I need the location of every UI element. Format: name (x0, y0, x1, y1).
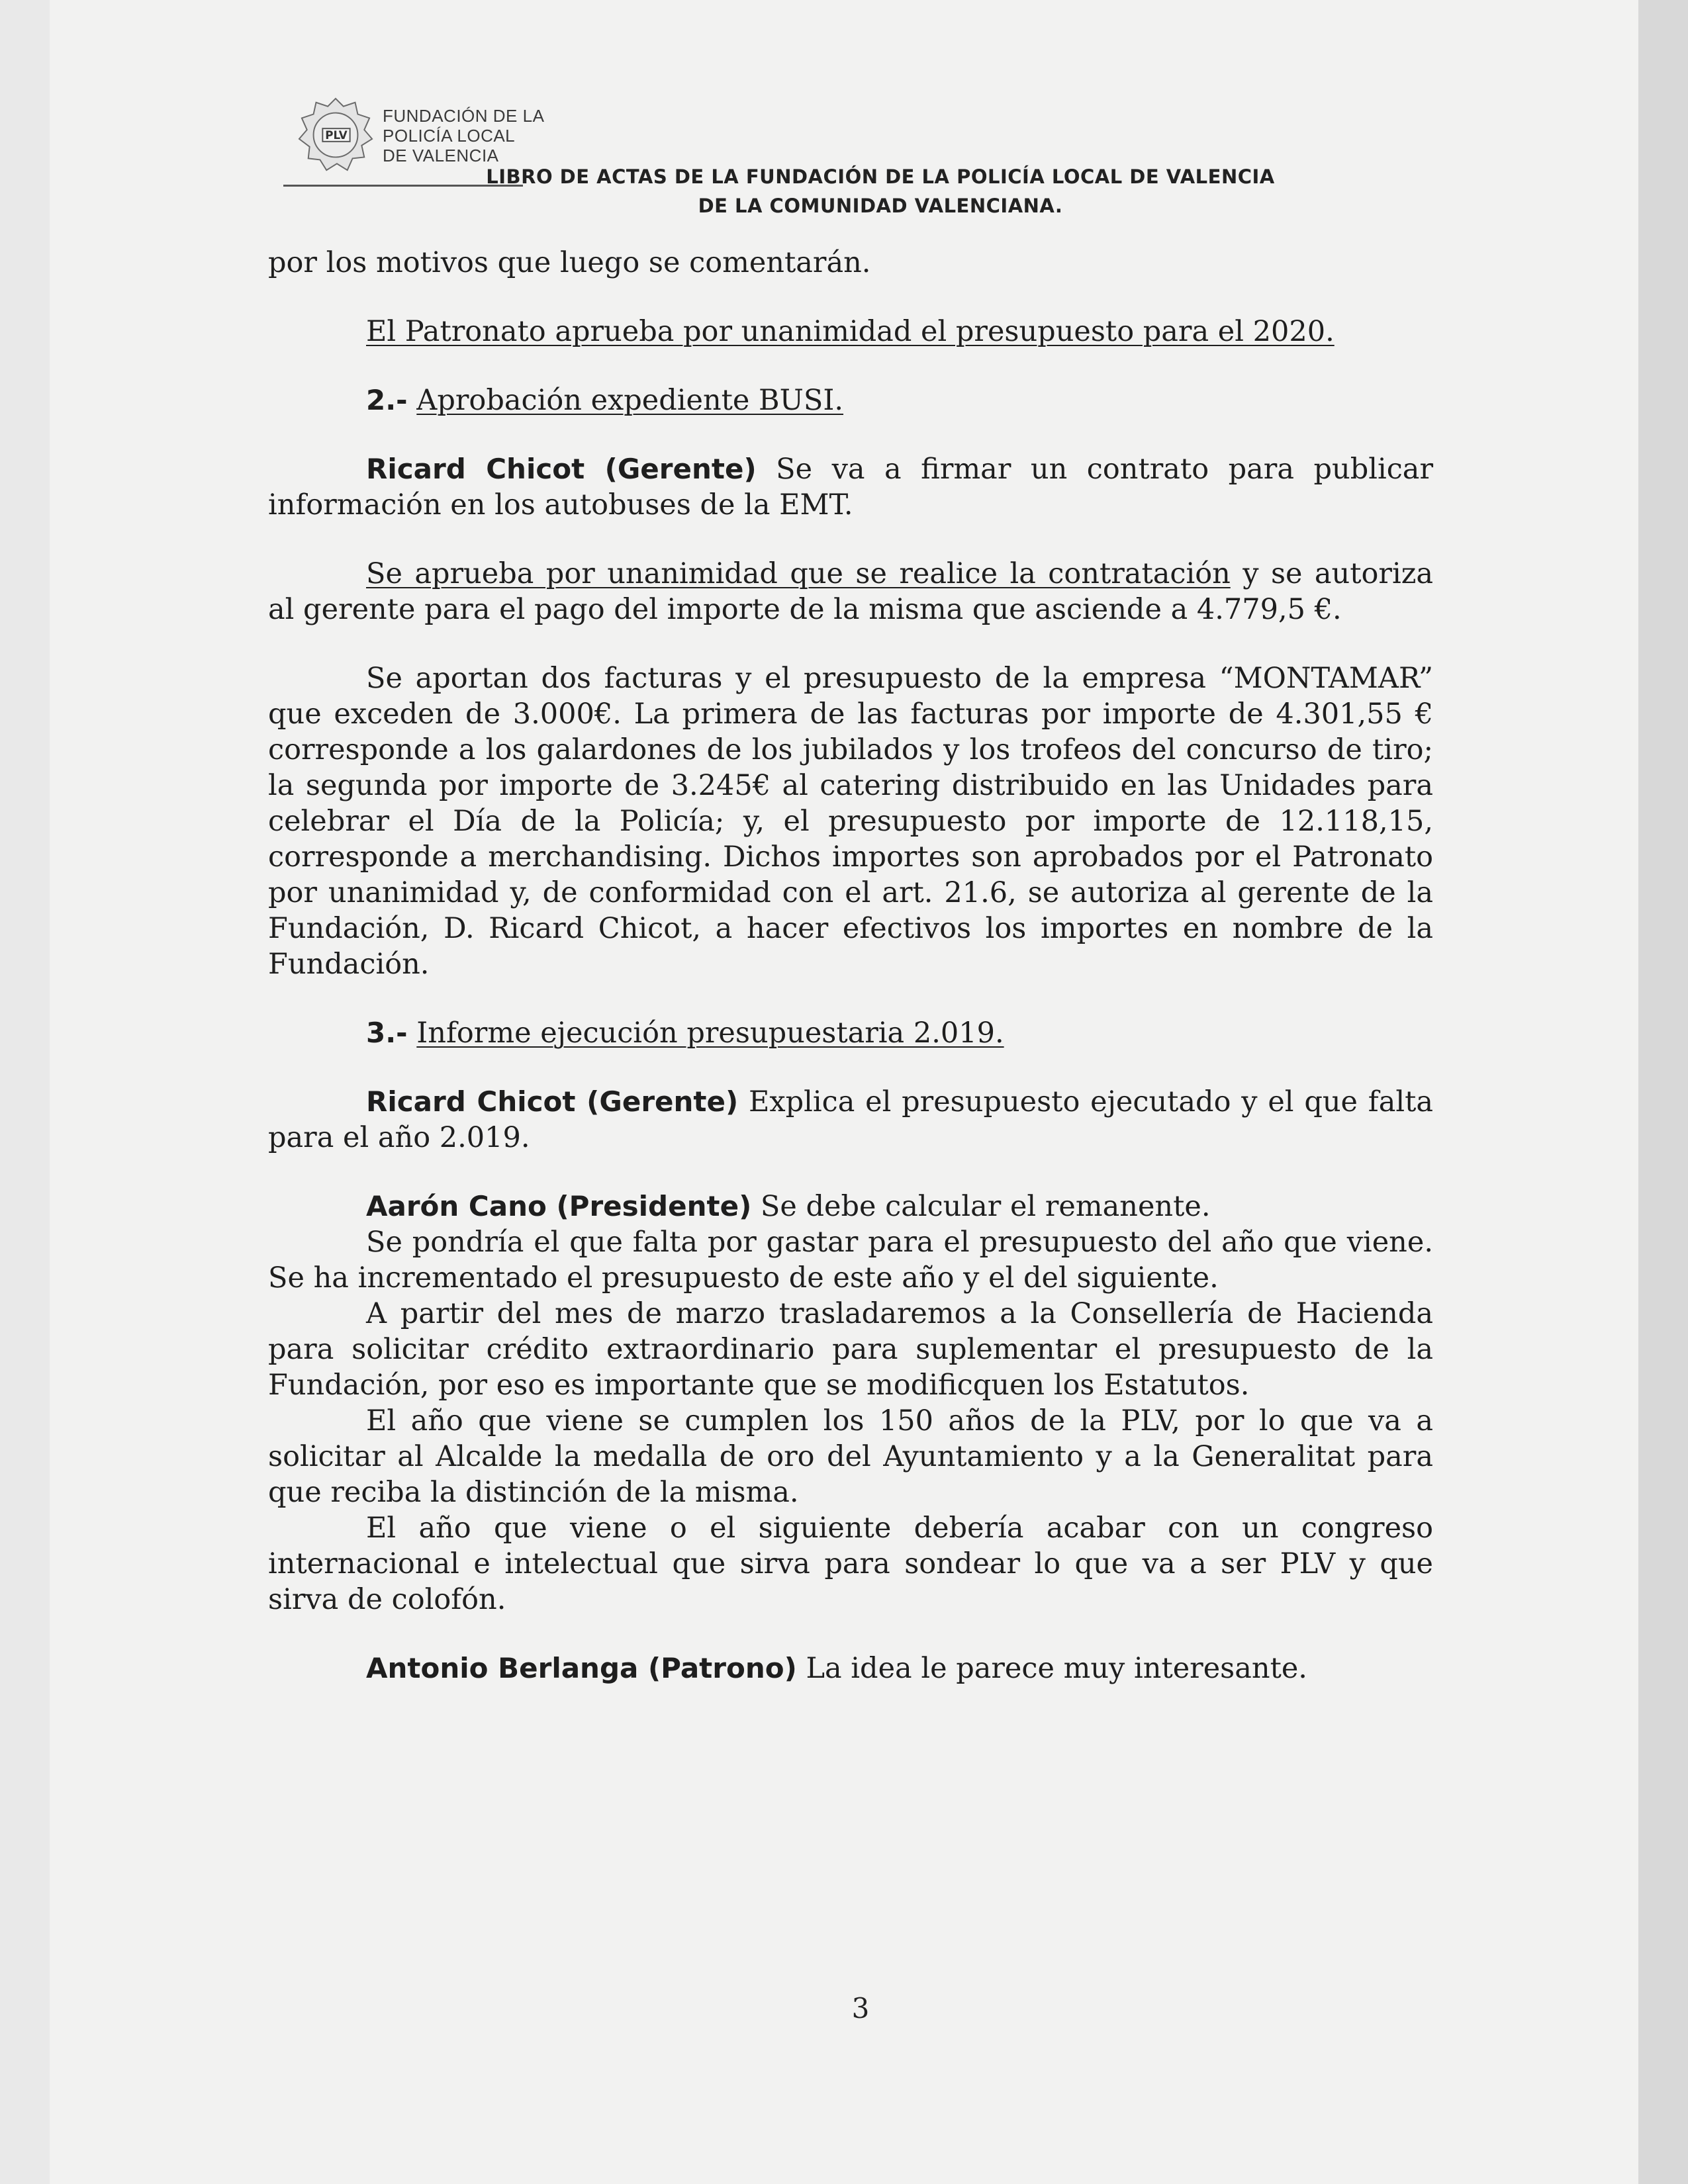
org-name-line-1: FUNDACIÓN DE LA (383, 106, 545, 126)
agenda-item-2-number: 2.- (366, 384, 408, 416)
paragraph-continuation: por los motivos que luego se comentarán. (268, 246, 871, 279)
paragraph-invoices: Se aportan dos facturas y el presupuesto de la empresa “MONTAMAR” que exceden de 3.000€. La primera de las facturas por importe de 4.301,55 € corresponde a los galardones de los jubilados y los trofeos del concurso de tiro; la segunda por importe de 3.245€ al catering distribuido en las Unidades para celebrar el Día de la Policía; y, el presupuesto por importe de 12.118,15, corresponde a merchandising. Dichos importes son aprobados por el Patronato por unanimidad y, de conformidad con el art. 21.6, se autoriza al gerente de la Fundación, D. Ricard Chicot, a hacer efectivos los importes en nombre de la Fundación. (268, 662, 1433, 981)
agenda-item-3 (268, 1015, 1433, 1051)
speaker-statement: La idea le parece muy interesante. (796, 1652, 1307, 1685)
paragraph-consellerias: A partir del mes de marzo trasladaremos a la Consellería de Hacienda para solicitar crédito extraordinario para suplementar el presupuesto de la Fundación, por eso es importante que se modificquen los Estatutos. (268, 1297, 1433, 1402)
organization-name (383, 106, 544, 165)
page-number: 3 (851, 1992, 870, 2025)
speaker-name: Ricard Chicot (Gerente) (366, 1085, 739, 1118)
scan-edge (1638, 0, 1688, 2184)
book-title-line-1: LIBRO DE ACTAS DE LA FUNDACIÓN DE LA POLICÍA LOCAL DE VALENCIA (486, 165, 1275, 188)
paragraph-budget-approval (268, 314, 1433, 349)
foundation-logo (297, 96, 375, 174)
speaker-statement: Se va a firmar un contrato para publicar información en los autobuses de la EMT. (268, 453, 1433, 522)
agenda-item-3-title: Informe ejecución presupuestaria 2.019. (416, 1017, 1004, 1050)
book-title-line-2: DE LA COMUNIDAD VALENCIANA. (698, 195, 1063, 217)
logo-lettering: PLV (325, 128, 348, 142)
paragraph-remaining-budget: Se pondría el que falta por gastar para el presupuesto del año que viene. Se ha incrementado el presupuesto de este año y el del siguiente. (268, 1226, 1433, 1295)
contract-approval-text: y se autoriza al gerente para el pago del importe de la misma que asciende a 4.779,5 €. (268, 557, 1433, 626)
budget-approval-text: El Patronato aprueba por unanimidad el presupuesto para el 2020. (366, 315, 1335, 348)
paragraph-contract-approval (268, 556, 1433, 627)
org-name-line-2: POLICÍA LOCAL (383, 126, 516, 146)
speaker-name: Aarón Cano (Presidente) (366, 1190, 752, 1222)
agenda-item-3-number: 3.- (366, 1017, 408, 1049)
org-name-line-3: DE VALENCIA (383, 146, 499, 165)
paragraph-patrono (268, 1651, 1433, 1686)
paragraph-anniversary: El año que viene se cumplen los 150 años de la PLV, por lo que va a solicitar al Alcalde la medalla de oro del Ayuntamiento y a la Generalitat para que reciba la distinción de la misma. (268, 1404, 1433, 1509)
paragraph-congress: El año que viene o el siguiente debería acabar con un congreso internacional e intelectual que sirva para sondear lo que va a ser PLV y que sirva de colofón. (268, 1512, 1433, 1616)
document-body (268, 245, 1433, 1719)
book-title (397, 162, 1364, 220)
speaker-name: Antonio Berlanga (Patrono) (366, 1652, 797, 1684)
paragraph-presidente (268, 1189, 1433, 1224)
paragraph-gerente-budget (268, 1084, 1433, 1156)
speaker-statement: Se debe calcular el remanente. (751, 1190, 1211, 1223)
agenda-item-2 (268, 383, 1433, 418)
contract-approval-underlined: Se aprueba por unanimidad que se realice la contratación (366, 557, 1231, 590)
speaker-name: Ricard Chicot (Gerente) (366, 453, 757, 485)
paragraph-gerente-contract (268, 451, 1433, 523)
agenda-item-2-title: Aprobación expediente BUSI. (416, 384, 844, 417)
speaker-statement: Explica el presupuesto ejecutado y el que falta para el año 2.019. (268, 1085, 1433, 1154)
